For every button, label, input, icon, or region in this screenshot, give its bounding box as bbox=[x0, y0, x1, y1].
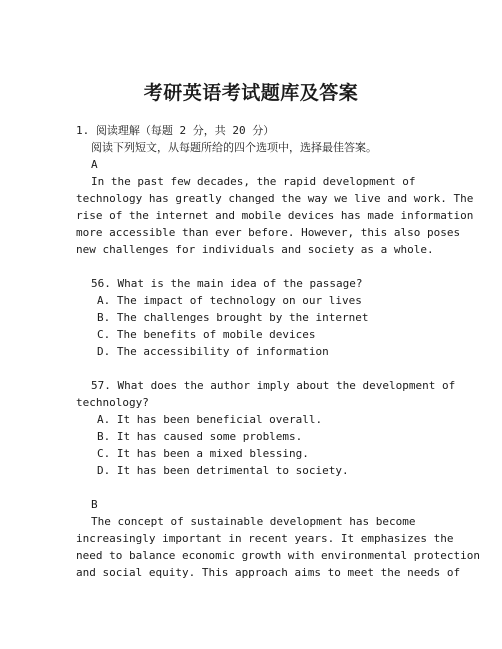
question-57-stem: 57. What does the author imply about the development of bbox=[91, 379, 456, 392]
passage-b-label: B bbox=[91, 498, 98, 511]
question-57-option-c: C. It has been a mixed blessing. bbox=[97, 447, 309, 460]
section-heading: 1. 阅读理解（每题 2 分，共 20 分） bbox=[76, 124, 275, 137]
question-56-option-c: C. The benefits of mobile devices bbox=[97, 328, 316, 341]
instruction-text: 阅读下列短文，从每题所给的四个选项中，选择最佳答案。 bbox=[91, 141, 377, 154]
question-57-option-d: D. It has been detrimental to society. bbox=[97, 464, 349, 477]
question-56-option-b: B. The challenges brought by the internet bbox=[97, 311, 369, 324]
question-57-stem-continued: technology? bbox=[76, 396, 149, 409]
passage-a-label: A bbox=[91, 158, 98, 171]
question-57-option-b: B. It has caused some problems. bbox=[97, 430, 303, 443]
question-56-option-d: D. The accessibility of information bbox=[97, 345, 329, 358]
passage-a-line: new challenges for individuals and society as a whole. bbox=[76, 243, 434, 256]
passage-a-line: In the past few decades, the rapid development of bbox=[91, 175, 416, 188]
passage-a-line: more accessible than ever before. However, this also poses bbox=[76, 226, 461, 239]
passage-b-line: increasingly important in recent years. It emphasizes the bbox=[76, 532, 454, 545]
document-title: 考研英语考试题库及答案 bbox=[143, 82, 359, 104]
question-56-stem: 56. What is the main idea of the passage? bbox=[91, 277, 363, 290]
question-56-option-a: A. The impact of technology on our lives bbox=[97, 294, 362, 307]
passage-b-line: The concept of sustainable development has become bbox=[91, 515, 416, 528]
passage-b-line: need to balance economic growth with environmental protection bbox=[76, 549, 480, 562]
question-57-option-a: A. It has been beneficial overall. bbox=[97, 413, 323, 426]
passage-b-line: and social equity. This approach aims to meet the needs of bbox=[76, 566, 461, 579]
passage-a-line: technology has greatly changed the way we live and work. The bbox=[76, 192, 474, 205]
passage-a-line: rise of the internet and mobile devices has made information bbox=[76, 209, 474, 222]
